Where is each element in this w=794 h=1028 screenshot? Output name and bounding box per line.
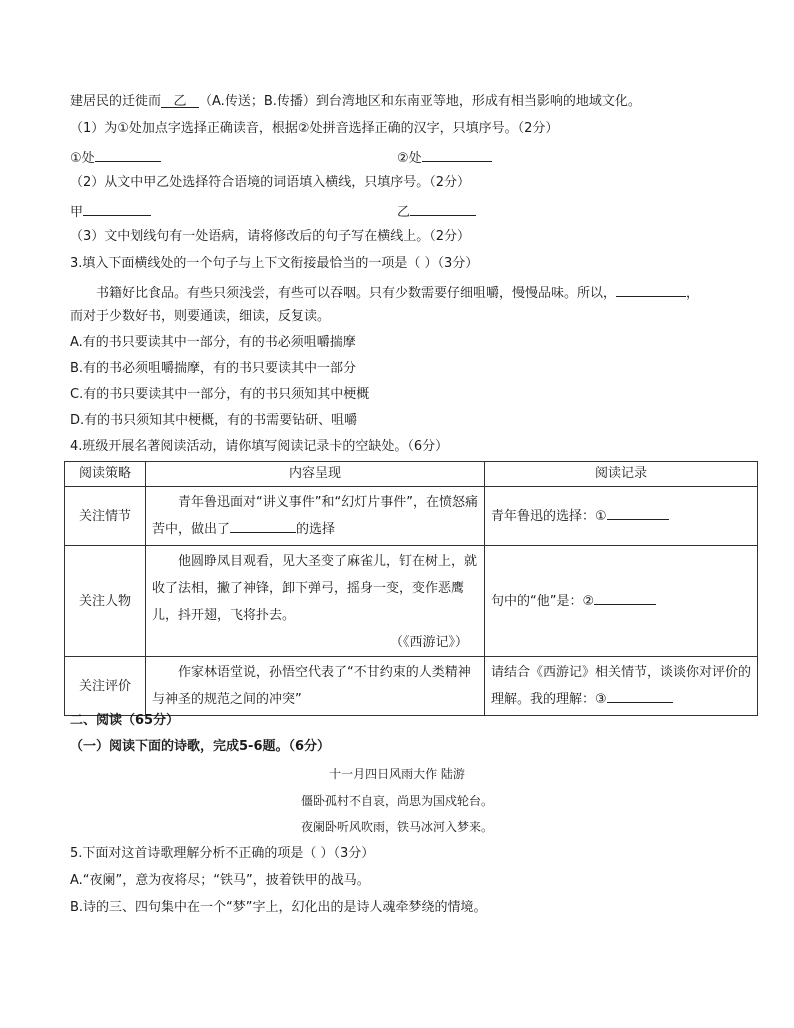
poem-title: 十一月四日风雨大作 陆游	[329, 767, 465, 781]
answer-blank	[607, 688, 673, 703]
answer-blank	[95, 147, 161, 162]
header-strategy: 阅读策略	[65, 462, 146, 487]
answer-blank	[410, 201, 476, 216]
option-d: D.有的书只须知其中梗概，有的书需要钻研、咀嚼	[70, 413, 358, 428]
answer-blank	[83, 201, 151, 216]
table-row	[65, 546, 758, 657]
question-stem: 4.班级开展名著阅读活动，请你填写阅读记录卡的空缺处。（6分）	[70, 439, 449, 454]
reading-record-table	[64, 461, 758, 716]
content-cell: 青年鲁迅面对“讲义事件”和“幻灯片事件”，在愤怒痛苦中，做出了 的选择	[146, 487, 485, 546]
answer-line: 乙	[397, 201, 476, 222]
option-b: B.诗的三、四句集中在一个“梦”字上，幻化出的是诗人魂牵梦绕的情境。	[70, 900, 487, 915]
text-line: 建居民的迁徙而 乙 （A.传送；B.传播）到台湾地区和东南亚等地，形成有相当影响的地域文化。	[70, 94, 641, 109]
strategy-cell: 关注评价	[65, 657, 146, 716]
answer-blank	[616, 282, 686, 297]
answer-blank	[594, 590, 656, 605]
option-a: A.“夜阑”，意为夜将尽；“铁马”，披着铁甲的战马。	[70, 873, 370, 888]
header-content: 内容呈现	[146, 462, 485, 487]
header-record: 阅读记录	[485, 462, 758, 487]
content-cell: 他圆睁凤目观看，见大圣变了麻雀儿，钉在树上，就收了法相，撇了神锋，卸下弹弓，摇身一变，变作恶鹰儿，抖开翅，飞将扑去。 （《西游记》）	[146, 546, 485, 657]
strategy-cell: 关注情节	[65, 487, 146, 546]
passage-line: 而对于少数好书，则要通读，细读，反复读。	[70, 309, 331, 324]
answer-blank	[607, 505, 669, 520]
strategy-cell: 关注人物	[65, 546, 146, 657]
subsection-title: （一）阅读下面的诗歌，完成5-6题。（6分）	[70, 739, 331, 754]
sub-question-3: （3）文中划线句有一处语病，请将修改后的句子写在横线上。（2分）	[70, 229, 471, 244]
table-row	[65, 657, 758, 716]
answer-line: ①处	[70, 147, 161, 168]
answer-blank	[422, 147, 492, 162]
source-citation: （《西游记》）	[389, 635, 468, 650]
table-row	[65, 487, 758, 546]
section-title: 二、阅读（65分）	[70, 713, 180, 728]
option-c: C.有的书只要读其中一部分，有的书只须知其中梗概	[70, 387, 370, 402]
answer-line: ②处	[397, 147, 492, 168]
sub-question-1: （1）为①处加点字选择正确读音，根据②处拼音选择正确的汉字，只填序号。（2分）	[70, 121, 559, 136]
content-cell: 作家林语堂说，孙悟空代表了“不甘约束的人类精神与神圣的规范之间的冲突”	[146, 657, 485, 716]
record-cell: 句中的“他”是：②	[485, 546, 758, 657]
passage-line: 书籍好比食品。有些只须浅尝，有些可以吞咽。只有少数需要仔细咀嚼，慢慢品味。所以， ，	[96, 282, 699, 303]
question-stem: 3.填入下面横线处的一个句子与上下文衔接最恰当的一项是（ ）（3分）	[70, 256, 479, 271]
poem-line: 夜阑卧听风吹雨，铁马冰河入梦来。	[300, 820, 493, 834]
poem-line: 僵卧孤村不自哀，尚思为国戍轮台。	[300, 794, 493, 808]
option-a: A.有的书只要读其中一部分，有的书必须咀嚼揣摩	[70, 335, 356, 350]
record-cell: 青年鲁迅的选择：①	[485, 487, 758, 546]
record-cell: 请结合《西游记》相关情节，谈谈你对评价的理解。我的理解：③	[485, 657, 758, 716]
table-header-row	[65, 462, 758, 487]
question-stem: 5.下面对这首诗歌理解分析不正确的项是（ ）（3分）	[70, 846, 375, 861]
option-b: B.有的书必须咀嚼揣摩，有的书只要读其中一部分	[70, 361, 357, 376]
answer-blank: 乙	[161, 93, 199, 108]
answer-line: 甲	[70, 201, 151, 222]
sub-question-2: （2）从文中甲乙处选择符合语境的词语填入横线，只填序号。（2分）	[70, 175, 471, 190]
answer-blank	[230, 518, 296, 533]
